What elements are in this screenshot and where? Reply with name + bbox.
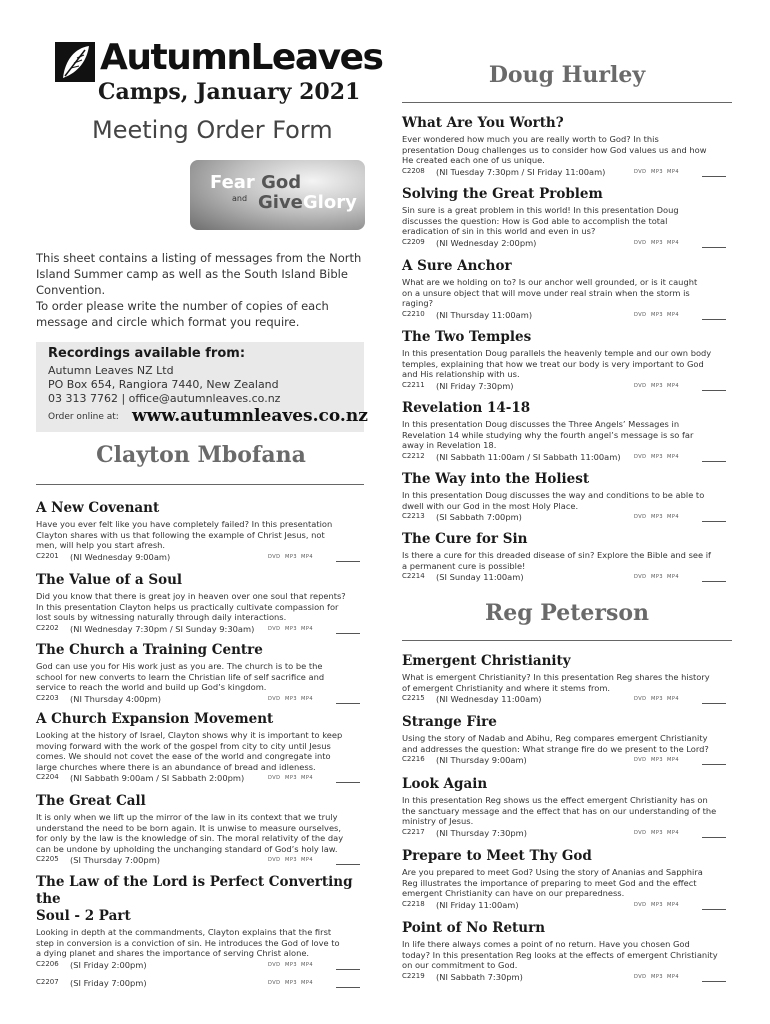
order-row	[402, 238, 732, 250]
format-option-mp4[interactable]: MP4	[667, 514, 680, 520]
message-item	[36, 793, 366, 867]
message-title: The Law of the Lord is Perfect Converting the	[36, 874, 353, 907]
message-title: A New Covenant	[36, 500, 160, 516]
format-option-mp4[interactable]: MP4	[667, 757, 680, 763]
description-line: raging?	[402, 298, 433, 308]
format-option-mp3[interactable]: MP3	[651, 901, 664, 908]
format-option-mp3[interactable]: MP3	[651, 239, 664, 246]
format-option-mp3[interactable]: MP3	[651, 453, 664, 460]
message-code: C2202	[36, 623, 59, 632]
description-line: on our commitment to God.	[402, 960, 518, 970]
message-item	[36, 711, 366, 785]
message-code: C2208	[402, 166, 425, 175]
message-item	[402, 115, 732, 179]
format-option-dvd[interactable]: DVD	[634, 973, 647, 980]
description-line: Is there a cure for this dreaded disease of sin? Explore the Bible and see if	[402, 550, 711, 560]
description-line: In this presentation Doug discusses the way and conditions to be able to	[402, 490, 705, 500]
description-line: In this presentation Clayton helps us practically cultivate compassion for	[36, 601, 339, 612]
description-line: Are you prepared to meet God? Using the story of Ananias and Sapphira	[402, 867, 703, 877]
format-option-mp3[interactable]: MP3	[285, 625, 298, 632]
message-title: Point of No Return	[402, 920, 546, 936]
format-option-dvd[interactable]: DVD	[634, 514, 647, 520]
message-item	[36, 572, 366, 636]
order-row	[402, 381, 732, 393]
session-time: (NI Thursday 4:00pm)	[70, 693, 161, 704]
description-line: In this presentation Doug parallels the heavenly temple and our own body	[402, 348, 712, 358]
description-line: on a unsure object that will move under real strain when the storm is	[402, 287, 690, 298]
description-line: He created each one of us unique.	[402, 155, 545, 165]
format-option-dvd[interactable]: DVD	[268, 553, 281, 560]
message-item	[36, 874, 366, 990]
description-line: Looking in depth at the commandments, Clayton explains that the first	[36, 927, 332, 937]
format-option-dvd[interactable]: DVD	[268, 695, 281, 702]
description-line: can be undone by upholding the unchanging standard of God’s holy law.	[36, 843, 338, 854]
quantity-field[interactable]	[336, 864, 360, 865]
message-item	[36, 642, 366, 706]
quantity-field[interactable]	[702, 247, 726, 248]
order-row	[402, 572, 732, 584]
quantity-field[interactable]	[702, 461, 726, 462]
quantity-field[interactable]	[702, 581, 726, 582]
quantity-field[interactable]	[702, 176, 726, 177]
message-description	[36, 519, 366, 551]
format-option-mp3[interactable]: MP3	[651, 514, 664, 520]
session-time: (NI Friday 7:30pm)	[436, 380, 514, 391]
fear-god-banner: Fear God and GiveGlory	[190, 160, 365, 230]
message-title: What Are You Worth?	[402, 115, 564, 131]
message-description	[402, 939, 732, 971]
session-time: (NI Thursday 9:00am)	[436, 755, 527, 765]
message-description	[36, 730, 366, 772]
order-row	[36, 960, 366, 972]
message-item	[402, 531, 732, 584]
message-description	[402, 348, 732, 380]
contact-line: 03 313 7762 | office@autumnleaves.co.nz	[48, 392, 281, 405]
description-line: discusses the question: How is God able to accomplish the total	[402, 215, 668, 226]
format-option-dvd[interactable]: DVD	[634, 757, 647, 763]
message-title: A Church Expansion Movement	[36, 711, 274, 727]
format-option-mp3[interactable]: MP3	[651, 696, 664, 702]
session-time: (NI Wednesday 9:00am)	[70, 551, 171, 562]
order-row	[36, 552, 366, 564]
order-row	[402, 828, 732, 840]
message-code: C2219	[402, 971, 425, 980]
session-time: (NI Friday 11:00am)	[436, 899, 519, 910]
description-line: temples, explaining that how we treat our body is very important to God	[402, 358, 704, 369]
message-description	[402, 134, 732, 166]
message-code: C2201	[36, 551, 59, 560]
session-time: (NI Sabbath 11:00am / SI Sabbath 11:00am)	[436, 451, 621, 462]
quantity-field[interactable]	[336, 703, 360, 704]
format-option-mp4[interactable]: MP4	[667, 311, 680, 318]
message-item	[402, 258, 732, 322]
description-line: men, will help you start afresh.	[36, 540, 166, 550]
order-row	[402, 452, 732, 464]
message-description	[36, 591, 366, 623]
description-line: In life there always comes a point of no return. Have you chosen God	[402, 939, 690, 949]
format-option-mp3[interactable]: MP3	[651, 311, 664, 318]
order-row	[402, 755, 732, 767]
message-code: C2215	[402, 694, 425, 702]
quantity-field[interactable]	[336, 633, 360, 634]
session-time: (NI Thursday 11:00am)	[436, 309, 533, 320]
format-option-dvd[interactable]: DVD	[634, 901, 647, 908]
message-code: C2214	[402, 572, 425, 580]
form-title: Meeting Order Form	[92, 116, 333, 144]
quantity-field[interactable]	[336, 561, 360, 562]
quantity-field[interactable]	[702, 981, 726, 982]
description-line: lost souls by witnessing naturally through daily interactions.	[36, 612, 287, 622]
description-line: Looking at the history of Israel, Clayton shows why it is important to keep	[36, 730, 343, 740]
description-line: Reg illustrates the importance of preparing to meet God and the effect	[402, 877, 697, 888]
message-title: The Cure for Sin	[402, 531, 528, 547]
session-time: (NI Sabbath 7:30pm)	[436, 971, 523, 982]
description-line: comes. We should not covet the ease of the world and congregate into	[36, 751, 331, 761]
order-row	[36, 694, 366, 706]
message-title: Revelation 14-18	[402, 400, 531, 416]
camp-subtitle: Camps, January 2021	[98, 79, 361, 105]
format-option-dvd[interactable]: DVD	[634, 311, 647, 318]
description-line: What are we holding on to? Is our anchor well grounded, or is it caught	[402, 277, 698, 287]
order-row	[36, 773, 366, 785]
order-row	[36, 855, 366, 867]
format-option-mp4[interactable]: MP4	[667, 696, 680, 702]
order-row	[36, 978, 366, 990]
format-option-dvd[interactable]: DVD	[634, 239, 647, 246]
description-line: moving forward with the work of the gospel from city to city until Jesus	[36, 740, 331, 751]
format-option-mp3[interactable]: MP3	[285, 553, 298, 560]
description-line: In this presentation Reg shows us the effect emergent Christianity has on	[402, 795, 708, 805]
message-title: The Value of a Soul	[36, 572, 183, 588]
description-line: presentation Doug challenges us to consider how God values us and how	[402, 144, 707, 155]
format-option-mp4[interactable]: MP4	[301, 961, 314, 968]
quantity-field[interactable]	[336, 782, 360, 783]
description-line: What is emergent Christianity? In this presentation Reg shares the history	[402, 672, 710, 682]
format-option-mp4[interactable]: MP4	[301, 775, 314, 781]
message-code: C2205	[36, 855, 59, 863]
description-line: today? In this presentation Reg looks at the effects of emergent Christianity	[402, 949, 718, 960]
session-time: (SI Thursday 7:00pm)	[70, 855, 161, 865]
message-code: C2211	[402, 380, 425, 389]
session-time: (SI Friday 2:00pm)	[70, 959, 147, 970]
format-option-mp4[interactable]: MP4	[667, 901, 680, 908]
divider	[402, 640, 732, 641]
quantity-field[interactable]	[702, 909, 726, 910]
description-line: Revelation 14 while studying why the fourth angel’s message is so far	[402, 429, 694, 440]
quantity-field[interactable]	[702, 521, 726, 522]
format-option-mp3[interactable]: MP3	[285, 857, 298, 863]
message-item	[402, 776, 732, 840]
description-line: Ever wondered how much you are really worth to God? In this	[402, 134, 659, 144]
session-time: (NI Wednesday 7:30pm / SI Sunday 9:30am)	[70, 623, 255, 634]
format-option-mp3[interactable]: MP3	[651, 973, 664, 980]
message-description	[36, 927, 366, 959]
format-option-dvd[interactable]: DVD	[268, 979, 281, 986]
order-row	[402, 972, 732, 984]
message-item	[36, 500, 366, 564]
format-option-mp3[interactable]: MP3	[651, 829, 664, 836]
session-time: (NI Wednesday 11:00am)	[436, 694, 542, 704]
intro-text: This sheet contains a listing of messages from the North Island Summer camp as well as the South Island Bible Convention. To order please write the number of copies of each message and circle which format you require.	[36, 251, 362, 329]
format-option-mp4[interactable]: MP4	[301, 553, 314, 560]
format-option-dvd[interactable]: DVD	[268, 961, 281, 968]
session-time: (NI Tuesday 7:30pm / SI Friday 11:00am)	[436, 166, 606, 177]
format-option-mp4[interactable]: MP4	[667, 973, 680, 980]
format-option-mp4[interactable]: MP4	[301, 857, 314, 863]
description-line: large churches where there is an abundance of bread and idleness.	[36, 761, 316, 772]
quantity-field[interactable]	[702, 703, 726, 704]
session-time: (SI Friday 7:00pm)	[70, 977, 147, 988]
format-option-mp4[interactable]: MP4	[667, 829, 680, 836]
quantity-field[interactable]	[336, 969, 360, 970]
message-description	[36, 812, 366, 854]
message-title-continued: Soul - 2 Part	[36, 908, 131, 924]
message-description	[402, 205, 732, 237]
format-option-mp3[interactable]: MP3	[651, 382, 664, 389]
website-link[interactable]: www.autumnleaves.co.nz	[132, 406, 368, 426]
format-option-mp4[interactable]: MP4	[667, 239, 680, 246]
session-time: (SI Sunday 11:00am)	[436, 572, 524, 582]
message-code: C2217	[402, 827, 425, 836]
message-code: C2206	[36, 959, 59, 968]
message-title: The Way into the Holiest	[402, 471, 590, 487]
description-line: for only by the law is the knowledge of sin. The moral relativity of the day	[36, 833, 344, 843]
format-option-mp3[interactable]: MP3	[285, 979, 298, 986]
format-option-mp4[interactable]: MP4	[667, 574, 680, 580]
session-time: (NI Thursday 7:30pm)	[436, 827, 527, 838]
message-code: C2209	[402, 237, 425, 246]
message-title: Solving the Great Problem	[402, 186, 603, 202]
order-row	[402, 167, 732, 179]
message-title: Look Again	[402, 776, 488, 792]
message-description	[402, 419, 732, 451]
description-line: ministry of Jesus.	[402, 816, 474, 826]
description-line: and His relationship with us.	[402, 369, 520, 379]
speaker-heading-doug: Doug Hurley	[488, 62, 646, 88]
message-title: Strange Fire	[402, 714, 497, 730]
quantity-field[interactable]	[336, 987, 360, 988]
format-option-dvd[interactable]: DVD	[634, 574, 647, 580]
format-option-mp4[interactable]: MP4	[301, 695, 314, 702]
order-row	[402, 310, 732, 322]
order-row	[36, 624, 366, 636]
format-option-dvd[interactable]: DVD	[268, 625, 281, 632]
description-line: dwell with our God in the most Holy Place.	[402, 500, 579, 511]
message-code: C2204	[36, 773, 59, 781]
format-option-dvd[interactable]: DVD	[634, 696, 647, 702]
format-option-dvd[interactable]: DVD	[634, 453, 647, 460]
leaf-logo-icon	[53, 40, 97, 84]
format-option-mp3[interactable]: MP3	[651, 168, 664, 175]
order-row	[402, 694, 732, 706]
description-line: a permanent cure is possible!	[402, 560, 526, 571]
message-item	[402, 186, 732, 250]
format-option-mp3[interactable]: MP3	[285, 775, 298, 781]
divider	[36, 484, 364, 485]
description-line: It is only when we lift up the mirror of the law in its context that we truly	[36, 812, 338, 822]
format-option-dvd[interactable]: DVD	[268, 775, 281, 781]
message-title: Prepare to Meet Thy God	[402, 848, 592, 864]
quantity-field[interactable]	[702, 837, 726, 838]
message-item	[402, 400, 732, 464]
message-description	[402, 672, 732, 693]
message-title: A Sure Anchor	[402, 258, 512, 274]
description-line: Did you know that there is great joy in heaven over one soul that repents?	[36, 591, 346, 601]
description-line: school for new converts to learn the Christian life of self sacrifice and	[36, 671, 325, 682]
postal-address: PO Box 654, Rangiora 7440, New Zealand	[48, 378, 279, 391]
recordings-title: Recordings available from:	[48, 346, 246, 361]
message-code: C2207	[36, 977, 59, 986]
quantity-field[interactable]	[702, 319, 726, 320]
description-line: Clayton shares with us that following the example of Christ Jesus, not	[36, 529, 325, 540]
message-item	[402, 471, 732, 524]
session-time: (SI Sabbath 7:00pm)	[436, 512, 522, 522]
message-item	[402, 329, 732, 393]
speaker-heading-clayton: Clayton Mbofana	[96, 442, 306, 468]
format-option-mp3[interactable]: MP3	[651, 574, 664, 580]
message-description	[402, 490, 732, 511]
description-line: understand the need to be born again. It is unwise to measure ourselves,	[36, 822, 342, 833]
description-line: In this presentation Doug discusses the Three Angels’ Messages in	[402, 419, 680, 429]
description-line: a dying planet and shares the importance of serving Christ alone.	[36, 948, 310, 958]
session-time: (NI Sabbath 9:00am / SI Sabbath 2:00pm)	[70, 773, 245, 783]
message-title: The Great Call	[36, 793, 146, 809]
description-line: Have you ever felt like you have completely failed? In this presentation	[36, 519, 333, 529]
quantity-field[interactable]	[702, 390, 726, 391]
description-line: eradication of sin in this world and even in us?	[402, 226, 596, 236]
brand-logo-text: AutumnLeaves	[100, 37, 383, 78]
format-option-dvd[interactable]: DVD	[268, 857, 281, 863]
message-description	[402, 867, 732, 899]
message-item	[402, 714, 732, 767]
format-option-mp3[interactable]: MP3	[285, 695, 298, 702]
description-line: Sin sure is a great problem in this world! In this presentation Doug	[402, 205, 679, 215]
format-option-dvd[interactable]: DVD	[634, 382, 647, 389]
description-line: step in conversion is a conviction of sin. He introduces the God of love to	[36, 937, 340, 948]
order-online-label: Order online at:	[48, 412, 119, 422]
description-line: emergent Christianity can have on our preparedness.	[402, 888, 625, 898]
format-option-mp4[interactable]: MP4	[667, 168, 680, 175]
message-code: C2210	[402, 309, 425, 318]
order-row	[402, 512, 732, 524]
description-line: away in Revelation 18.	[402, 440, 497, 450]
message-item	[402, 653, 732, 706]
message-title: The Church a Training Centre	[36, 642, 263, 658]
format-option-mp4[interactable]: MP4	[667, 453, 680, 460]
description-line: service to reach the world and build up God’s kingdom.	[36, 682, 267, 692]
format-option-mp3[interactable]: MP3	[651, 757, 664, 763]
message-description	[36, 661, 366, 693]
format-option-mp4[interactable]: MP4	[667, 382, 680, 389]
message-code: C2218	[402, 899, 425, 908]
message-title: The Two Temples	[402, 329, 532, 345]
message-code: C2213	[402, 512, 425, 520]
divider	[402, 102, 732, 103]
format-option-dvd[interactable]: DVD	[634, 168, 647, 175]
order-row	[402, 900, 732, 912]
description-line: and addresses the question: What strange fire do we present to the Lord?	[402, 743, 709, 754]
format-option-mp4[interactable]: MP4	[301, 979, 314, 986]
message-item	[402, 920, 732, 984]
session-time: (NI Wednesday 2:00pm)	[436, 237, 537, 248]
message-description	[402, 795, 732, 827]
description-line: of emergent Christianity and where it stems from.	[402, 682, 611, 693]
format-option-mp3[interactable]: MP3	[285, 961, 298, 968]
message-code: C2212	[402, 451, 425, 460]
format-option-dvd[interactable]: DVD	[634, 829, 647, 836]
message-code: C2203	[36, 693, 59, 702]
description-line: Using the story of Nadab and Abihu, Reg compares emergent Christianity	[402, 733, 708, 743]
message-code: C2216	[402, 755, 425, 763]
description-line: God can use you for His work just as you are. The church is to be the	[36, 661, 323, 671]
description-line: the sanctuary message and the effect that has on our understanding of the	[402, 805, 717, 816]
quantity-field[interactable]	[702, 764, 726, 765]
speaker-heading-reg: Reg Peterson	[484, 600, 650, 626]
org-name: Autumn Leaves NZ Ltd	[48, 364, 174, 377]
message-description	[402, 277, 732, 309]
message-description	[402, 733, 732, 754]
recordings-box	[36, 342, 368, 432]
message-description	[402, 550, 732, 571]
message-item	[402, 848, 732, 912]
format-option-mp4[interactable]: MP4	[301, 625, 314, 632]
message-title: Emergent Christianity	[402, 653, 571, 669]
